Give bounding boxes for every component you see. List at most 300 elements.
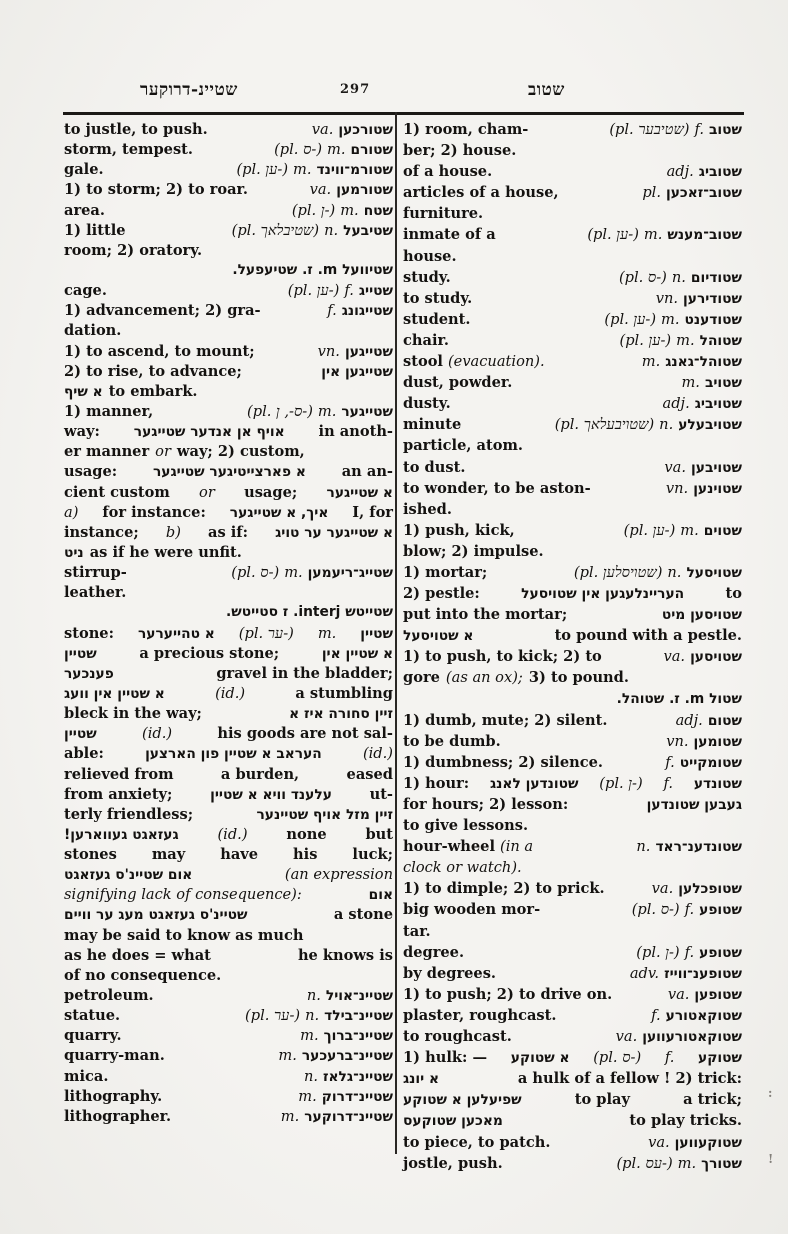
english-text: 1) push, kick, <box>403 521 515 539</box>
headword-group <box>624 522 742 540</box>
grammar-abbrev: m. <box>300 1027 319 1045</box>
grammar-abbrev: pl. <box>642 184 661 202</box>
yiddish-text: שטיוועל m. ז. שטיעפעל. <box>232 261 393 278</box>
yiddish-text: שטופע <box>699 944 742 961</box>
dict-line <box>403 248 742 269</box>
grammar-abbrev: n. <box>303 1067 318 1085</box>
dict-line <box>403 733 742 754</box>
yiddish-text: שטונדע <box>693 775 742 792</box>
dict-line <box>403 564 742 585</box>
english-text: his goods are not sal- <box>217 725 393 743</box>
yiddish-text: א שטיין אין <box>321 645 393 662</box>
headword-group <box>651 1007 742 1024</box>
header-rule <box>63 112 744 115</box>
italic-note: signifying lack of consequence): <box>64 886 302 904</box>
yiddish-text: שטוקאטורעווען <box>642 1029 742 1046</box>
gloss-group <box>403 480 591 497</box>
gloss-group <box>64 282 107 299</box>
grammar-abbrev: f. <box>684 901 695 919</box>
grammar-abbrev: m. <box>317 624 337 642</box>
english-text: quarry-man. <box>64 1047 165 1065</box>
dict-line <box>64 886 393 906</box>
grammar-abbrev: (pl. ס-) <box>593 1049 642 1067</box>
english-text: quarry. <box>64 1027 122 1045</box>
grammar-abbrev: m. <box>680 521 699 539</box>
gloss-group <box>403 416 461 433</box>
english-text: way; 2) custom, <box>176 443 305 461</box>
yiddish-text: שטודירען <box>683 290 742 307</box>
yiddish-text: אויף אן אנדער שטייגער <box>133 424 285 441</box>
grammar-abbrev: f. <box>327 302 337 320</box>
grammar-abbrev: n. <box>305 1007 320 1025</box>
headword-group <box>668 986 742 1003</box>
dict-line <box>64 1007 393 1027</box>
english-text: mica. <box>64 1067 109 1085</box>
gloss-group <box>403 353 545 370</box>
english-text: in anoth- <box>318 423 393 441</box>
gloss-group <box>403 564 487 581</box>
grammar-abbrev: (pl. ס-) <box>631 901 680 919</box>
dict-line <box>64 1027 393 1047</box>
english-text: stone: <box>64 624 114 642</box>
grammar-abbrev: m. <box>340 201 359 219</box>
headword-group <box>619 269 742 287</box>
english-text: a hulk of a fellow ! 2) trick: <box>517 1070 742 1088</box>
dict-line <box>403 986 742 1007</box>
english-text: terly friendless; <box>64 805 194 823</box>
yiddish-text: שטויבעלע <box>678 417 742 434</box>
dict-line <box>403 416 742 437</box>
yiddish-text: שטיין <box>64 726 97 743</box>
english-text: of no consequence. <box>64 966 222 984</box>
yiddish-text: שטיין <box>64 645 97 662</box>
yiddish-text: שטייטש interj. ז סטייטש. <box>226 604 393 621</box>
dict-line <box>64 463 393 483</box>
english-text: articles of a house, <box>403 184 559 202</box>
yiddish-text: שטומקייט <box>679 754 742 771</box>
english-text: student. <box>403 310 471 328</box>
dict-line <box>64 604 393 624</box>
dict-line <box>64 967 393 987</box>
yiddish-text: שטוב־מענש <box>667 227 742 244</box>
english-text: to justle, to push. <box>64 121 208 138</box>
english-text: a precious stone; <box>139 644 280 662</box>
yiddish-text: העראב א שטיין פון הארצען <box>145 746 322 763</box>
english-text: he knows is <box>297 946 393 964</box>
dict-line <box>64 745 393 765</box>
gloss-group <box>403 1155 503 1172</box>
dict-line <box>403 1049 742 1070</box>
right-column <box>403 121 742 1176</box>
yiddish-text: איך, א שטייגער <box>229 504 329 521</box>
headword-group <box>300 1027 393 1044</box>
yiddish-text: שטודיום <box>690 269 742 286</box>
grammar-abbrev: vn. <box>666 732 689 750</box>
headword-group <box>587 226 742 244</box>
headword-group <box>574 564 742 582</box>
dict-line <box>64 705 393 725</box>
grammar-abbrev: va. <box>648 1133 670 1151</box>
english-text: his <box>293 846 318 864</box>
grammar-abbrev: m. <box>661 310 680 328</box>
english-text: none <box>286 825 327 843</box>
yiddish-text: שטיינ־בילד <box>324 1008 393 1025</box>
dict-line <box>64 786 393 806</box>
dict-line <box>64 544 393 564</box>
english-text: 1) dumbness; 2) silence. <box>403 753 603 771</box>
gloss-group <box>403 522 515 539</box>
grammar-abbrev: f. <box>651 1006 661 1024</box>
english-text: 2) pestle: <box>403 585 480 603</box>
yiddish-text: אום <box>368 887 393 904</box>
grammar-abbrev: adv. <box>629 964 660 982</box>
english-text: to dust. <box>403 458 466 476</box>
yiddish-text: שטויסען מיט <box>661 607 742 624</box>
italic-note: (in a <box>500 838 534 856</box>
dict-line <box>403 437 742 458</box>
dict-line <box>64 242 393 262</box>
english-text: may be said to know as much <box>64 926 304 944</box>
gloss-group <box>403 733 501 750</box>
english-text: 1) manner, <box>64 402 154 420</box>
dict-line <box>403 796 742 817</box>
gloss-group <box>403 1134 550 1151</box>
yiddish-text: שטונדען לאנג <box>490 775 579 792</box>
yiddish-text: שטורך <box>701 1155 742 1172</box>
gloss-group <box>64 1088 162 1105</box>
english-text: 3) to pound. <box>528 669 629 687</box>
english-text: 1) advancement; 2) gra- <box>64 302 261 320</box>
yiddish-text: שטופע <box>699 902 742 919</box>
english-text: by degrees. <box>403 964 497 982</box>
yiddish-text: שטיינ'ס געזאגט מעג ער וויים <box>64 907 248 924</box>
grammar-abbrev: (pl. ען-) <box>587 226 639 244</box>
column-divider <box>395 112 397 1154</box>
grammar-abbrev: m. <box>327 141 346 159</box>
dict-line <box>64 322 393 342</box>
gloss-group <box>403 880 605 897</box>
headword-group <box>620 332 742 350</box>
italic-note: a) <box>64 503 79 521</box>
headword-group <box>663 648 742 665</box>
headword-group <box>642 353 742 370</box>
yiddish-text: שטונדענ־ראד <box>655 839 742 856</box>
yiddish-text: שטודענט <box>684 311 742 328</box>
grammar-abbrev: vn. <box>317 342 340 360</box>
grammar-abbrev: m. <box>643 226 663 244</box>
dict-line <box>64 826 393 846</box>
gloss-group <box>64 202 105 219</box>
grammar-abbrev: n. <box>671 268 686 286</box>
yiddish-text: שטום <box>707 712 742 729</box>
gloss-group <box>64 1108 171 1125</box>
english-text: to play <box>574 1091 630 1109</box>
dict-line <box>64 343 393 363</box>
english-text: eased <box>346 765 393 783</box>
yiddish-text: שטיינ־דרוק <box>321 1088 393 1105</box>
yiddish-text: א פארצייטיגער שטייגער <box>152 464 306 481</box>
gloss-group <box>64 1068 108 1085</box>
dict-line <box>403 1070 742 1091</box>
yiddish-text: שטוב <box>709 122 742 138</box>
english-text: chair. <box>403 331 449 349</box>
english-text: blow; 2) impulse. <box>403 542 544 560</box>
gloss-group <box>403 965 496 982</box>
headword-group <box>281 1108 393 1125</box>
grammar-abbrev: adj. <box>675 711 703 729</box>
yiddish-text: א שטיין אין וועג <box>64 685 165 702</box>
italic-note: (an expression <box>284 866 393 884</box>
grammar-abbrev: vn. <box>665 479 689 497</box>
grammar-abbrev: vn. <box>655 289 679 307</box>
italic-note: or <box>199 483 215 501</box>
gloss-group <box>403 1028 512 1045</box>
yiddish-text: שטוביג <box>698 164 742 181</box>
dict-line <box>403 163 742 184</box>
dict-line <box>403 269 742 290</box>
english-text: area. <box>64 201 105 219</box>
dict-line <box>64 645 393 665</box>
english-text: a stone <box>333 906 393 924</box>
dict-line <box>403 1112 742 1133</box>
english-text: way: <box>64 423 100 441</box>
dict-line <box>64 766 393 786</box>
yiddish-text: שטייגען <box>344 343 393 360</box>
dict-line <box>403 754 742 775</box>
yiddish-text: שטורמען <box>336 182 393 199</box>
headword-group <box>236 161 393 179</box>
grammar-abbrev: n. <box>306 987 321 1005</box>
yiddish-text: א שטייגער ער טויג <box>275 524 393 541</box>
gloss-group <box>403 332 449 349</box>
yiddish-text: שטיינ־ברוך <box>323 1028 393 1045</box>
grammar-abbrev: (pl. ען-) <box>619 331 672 349</box>
dict-line <box>64 363 393 383</box>
yiddish-text: שטופכלען <box>678 881 742 898</box>
english-text: dust, powder. <box>403 374 513 392</box>
left-column <box>64 121 393 1128</box>
dict-line <box>403 627 742 648</box>
dict-line <box>64 1088 393 1108</box>
english-text: er manner <box>64 443 150 461</box>
gloss-group <box>403 712 607 729</box>
english-text: hour-wheel <box>403 838 495 856</box>
headword-group <box>652 880 742 897</box>
english-text: cient custom <box>64 483 170 501</box>
dict-line <box>403 965 742 986</box>
headword-group <box>327 302 393 319</box>
yiddish-text: שטוים <box>703 522 742 539</box>
english-text: 1) hour: <box>403 774 470 792</box>
yiddish-text: שטח <box>363 202 393 219</box>
gloss-group <box>64 1007 120 1024</box>
italic-note: (as an ox); <box>445 669 523 687</box>
dict-line <box>403 311 742 332</box>
english-text: statue. <box>64 1007 121 1025</box>
yiddish-text: שטיבעל <box>343 222 393 239</box>
grammar-abbrev: (pl. ס-) <box>274 141 323 159</box>
english-text: to embark. <box>108 382 198 400</box>
gloss-group <box>64 1047 165 1064</box>
english-text: to give lessons. <box>403 817 529 835</box>
headword-group <box>318 343 393 360</box>
yiddish-text: שטייגער <box>341 403 393 420</box>
headword-group <box>667 163 742 180</box>
headword-group <box>663 395 743 412</box>
english-text: house. <box>403 247 457 265</box>
english-text: minute <box>403 416 462 434</box>
yiddish-text: מאכען שטוקעס <box>403 1113 503 1130</box>
dict-line <box>64 725 393 745</box>
english-text: inmate of a <box>403 226 496 244</box>
headword-group <box>630 965 742 982</box>
english-text: for hours; 2) lesson: <box>403 796 569 813</box>
headword-group <box>245 1007 393 1025</box>
grammar-abbrev: m. <box>278 1047 297 1065</box>
dict-line <box>64 947 393 967</box>
dict-line <box>64 625 393 645</box>
english-text: leather. <box>64 584 127 602</box>
yiddish-text: אום שטיינ'ס געזאגט <box>64 867 193 884</box>
yiddish-text: שפיעלען א שטוקע <box>403 1092 522 1109</box>
dict-line <box>64 927 393 947</box>
dict-line <box>64 403 393 423</box>
dict-line <box>64 987 393 1007</box>
english-text: particle, atom. <box>403 437 523 455</box>
yiddish-text: שטיינ־ברעכער <box>301 1048 393 1065</box>
gloss-group <box>64 302 261 319</box>
headword-group <box>231 564 393 582</box>
yiddish-text: שטיינ־דרוקער <box>304 1108 393 1125</box>
english-text: have <box>220 846 259 864</box>
dict-line <box>64 524 393 544</box>
dict-line <box>64 806 393 826</box>
headword-group <box>616 1155 742 1173</box>
gloss-group <box>403 311 471 328</box>
english-text: tar. <box>403 922 431 940</box>
dict-line <box>64 846 393 866</box>
yiddish-text: שטוקאטורע <box>665 1007 742 1024</box>
english-text: 1) to ascend, to mount; <box>64 342 255 360</box>
grammar-abbrev: f. <box>344 282 354 300</box>
dict-line <box>403 459 742 480</box>
english-text: ut- <box>369 785 393 803</box>
italic-note: or <box>155 443 171 461</box>
grammar-abbrev: m. <box>681 374 700 392</box>
dict-line <box>403 838 742 859</box>
dict-line <box>64 181 393 201</box>
grammar-abbrev: (pl. ן-) <box>636 943 680 961</box>
gloss-group <box>64 403 153 420</box>
english-text: for instance: <box>102 503 206 521</box>
english-text: stool <box>403 353 443 371</box>
grammar-abbrev: m. <box>641 353 661 371</box>
english-text: 1) hulk: — <box>403 1049 488 1067</box>
english-text: lithography. <box>64 1087 163 1105</box>
dict-line <box>403 669 742 690</box>
english-text: petroleum. <box>64 987 154 1005</box>
dict-line <box>403 1155 742 1176</box>
yiddish-text: שטייג <box>358 283 393 300</box>
headword-group <box>609 121 742 139</box>
dict-line <box>403 901 742 922</box>
grammar-abbrev: m. <box>280 1107 300 1125</box>
grammar-abbrev: m. <box>676 331 695 349</box>
grammar-abbrev: va. <box>309 181 332 199</box>
english-text: put into the mortar; <box>403 606 568 624</box>
dict-line <box>64 141 393 161</box>
headword-group <box>288 282 393 300</box>
scan-artifact: : <box>768 1086 773 1100</box>
dict-line <box>64 1068 393 1088</box>
gloss-group <box>403 374 512 391</box>
headword-group <box>312 121 393 138</box>
english-text: but <box>365 825 393 843</box>
headword-group <box>321 364 393 380</box>
english-text: from anxiety; <box>64 785 173 803</box>
dict-line <box>403 859 742 880</box>
yiddish-text: שטול m. ז. שטוהל. <box>616 690 742 707</box>
english-text: as if: <box>208 523 248 541</box>
yiddish-text: שטייגען אין <box>321 363 393 380</box>
grammar-abbrev: va. <box>667 985 690 1003</box>
english-text: a stumbling <box>295 684 393 702</box>
english-text: to play tricks. <box>629 1112 742 1130</box>
grammar-abbrev: (pl. שטיבלאך) <box>231 221 320 239</box>
english-text: stirrup- <box>64 564 127 582</box>
right-guideword: שטוב <box>528 80 565 100</box>
grammar-abbrev: f. <box>663 774 673 792</box>
italic-note: (evacuation). <box>447 353 545 371</box>
dict-line <box>403 817 742 838</box>
yiddish-text: שטומען <box>693 733 742 750</box>
italic-note: (id.) <box>217 825 248 843</box>
english-text: 1) little <box>64 221 126 239</box>
gloss-group <box>403 459 465 476</box>
gloss-group <box>403 1007 556 1024</box>
english-text: degree. <box>403 943 465 961</box>
headword-group <box>274 141 393 159</box>
yiddish-text: שטיין <box>360 625 393 642</box>
yiddish-text: שטויסען <box>690 649 742 666</box>
english-text: room; 2) oratory. <box>64 241 203 259</box>
gloss-group <box>403 163 492 180</box>
english-text: 1) to storm; 2) to roar. <box>64 181 248 199</box>
gloss-group <box>403 901 540 918</box>
gloss-group <box>64 343 255 360</box>
english-text: dusty. <box>403 395 451 413</box>
headword-group <box>642 184 742 201</box>
gloss-group <box>64 161 104 178</box>
headword-group <box>681 374 742 391</box>
dict-line <box>403 775 742 796</box>
headword-group <box>278 1047 393 1064</box>
dict-line <box>403 332 742 353</box>
english-text: to piece, to patch. <box>403 1133 551 1151</box>
yiddish-text: שטוקעווען <box>674 1134 742 1151</box>
dict-line <box>64 443 393 463</box>
english-text: gore <box>403 669 440 687</box>
yiddish-text: א שטויסעל <box>403 628 474 645</box>
headword-group <box>636 944 742 962</box>
english-text: lithographer. <box>64 1107 172 1125</box>
english-text: luck; <box>352 846 393 864</box>
gloss-group <box>64 121 208 138</box>
grammar-abbrev: va. <box>663 648 686 666</box>
yiddish-text: שטופענ־ווייז <box>664 965 742 982</box>
yiddish-text: געזאגט געווארען! <box>64 826 179 843</box>
yiddish-text: א שטייגער <box>326 484 393 501</box>
